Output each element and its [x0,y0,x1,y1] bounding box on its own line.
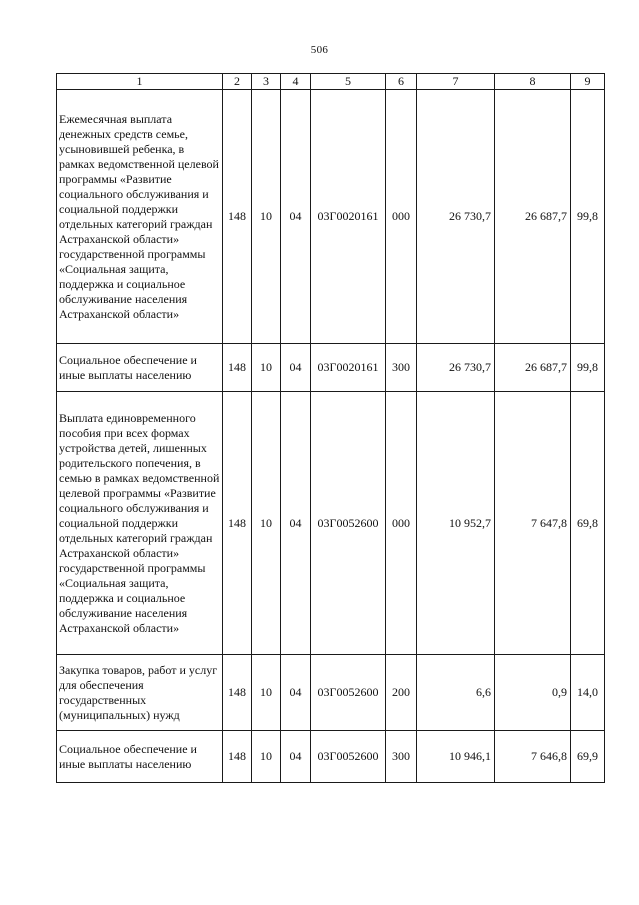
cell-col-6: 300 [386,344,417,392]
cell-col-4: 04 [281,731,311,783]
cell-col-7: 10 952,7 [417,392,495,655]
cell-col-6: 200 [386,655,417,731]
table-row [57,731,605,783]
column-header: 7 [417,74,495,90]
cell-col-5: 03Г0052600 [311,655,386,731]
cell-col-2: 148 [223,731,252,783]
row-name-cell: Социальное обеспечение и иные выплаты населению [57,344,223,392]
cell-col-3: 10 [252,90,281,344]
cell-col-4: 04 [281,392,311,655]
table-row [57,344,605,392]
cell-col-9: 99,8 [571,344,605,392]
cell-col-7: 10 946,1 [417,731,495,783]
cell-col-3: 10 [252,392,281,655]
cell-col-3: 10 [252,344,281,392]
cell-col-9: 14,0 [571,655,605,731]
table-row [57,90,605,344]
column-header: 8 [495,74,571,90]
cell-col-3: 10 [252,655,281,731]
column-header: 2 [223,74,252,90]
cell-col-5: 03Г0052600 [311,731,386,783]
cell-col-3: 10 [252,731,281,783]
row-name-cell: Ежемесячная выплата денежных средств семье, усыновившей ребенка, в рамках ведомственной целевой программы «Развитие социального обслуживания и социальной поддержки отдельных категорий граждан Астраханской области» государственной программы «Социальная защита, поддержка и социальное обслуживание населения Астраханской области» [57,90,223,344]
column-header: 5 [311,74,386,90]
cell-col-8: 26 687,7 [495,344,571,392]
column-header: 9 [571,74,605,90]
cell-col-8: 26 687,7 [495,90,571,344]
cell-col-5: 03Г0020161 [311,90,386,344]
cell-col-2: 148 [223,392,252,655]
cell-col-5: 03Г0052600 [311,392,386,655]
cell-col-9: 69,9 [571,731,605,783]
column-header: 3 [252,74,281,90]
cell-col-9: 99,8 [571,90,605,344]
cell-col-8: 0,9 [495,655,571,731]
cell-col-8: 7 646,8 [495,731,571,783]
cell-col-2: 148 [223,90,252,344]
cell-col-7: 26 730,7 [417,90,495,344]
cell-col-6: 000 [386,392,417,655]
row-name-cell: Закупка товаров, работ и услуг для обеспечения государственных (муниципальных) нужд [57,655,223,731]
row-name-cell: Выплата единовременного пособия при всех формах устройства детей, лишенных родительского попечения, в семью в рамках ведомственной целевой программы «Развитие социального обслуживания и социальной поддержки отдельных категорий граждан Астраханской области» государственной программы «Социальная защита, поддержка и социальное обслуживание населения Астраханской области» [57,392,223,655]
row-name-cell: Социальное обеспечение и иные выплаты населению [57,731,223,783]
cell-col-6: 300 [386,731,417,783]
cell-col-7: 26 730,7 [417,344,495,392]
table-row [57,655,605,731]
column-header: 4 [281,74,311,90]
table-row [57,392,605,655]
table-header-row [57,74,605,90]
column-header: 6 [386,74,417,90]
page-number: 506 [310,44,329,56]
cell-col-4: 04 [281,90,311,344]
cell-col-8: 7 647,8 [495,392,571,655]
cell-col-7: 6,6 [417,655,495,731]
cell-col-6: 000 [386,90,417,344]
cell-col-2: 148 [223,655,252,731]
cell-col-4: 04 [281,655,311,731]
cell-col-2: 148 [223,344,252,392]
cell-col-4: 04 [281,344,311,392]
cell-col-9: 69,8 [571,392,605,655]
cell-col-5: 03Г0020161 [311,344,386,392]
column-header: 1 [57,74,223,90]
budget-table [56,73,605,783]
